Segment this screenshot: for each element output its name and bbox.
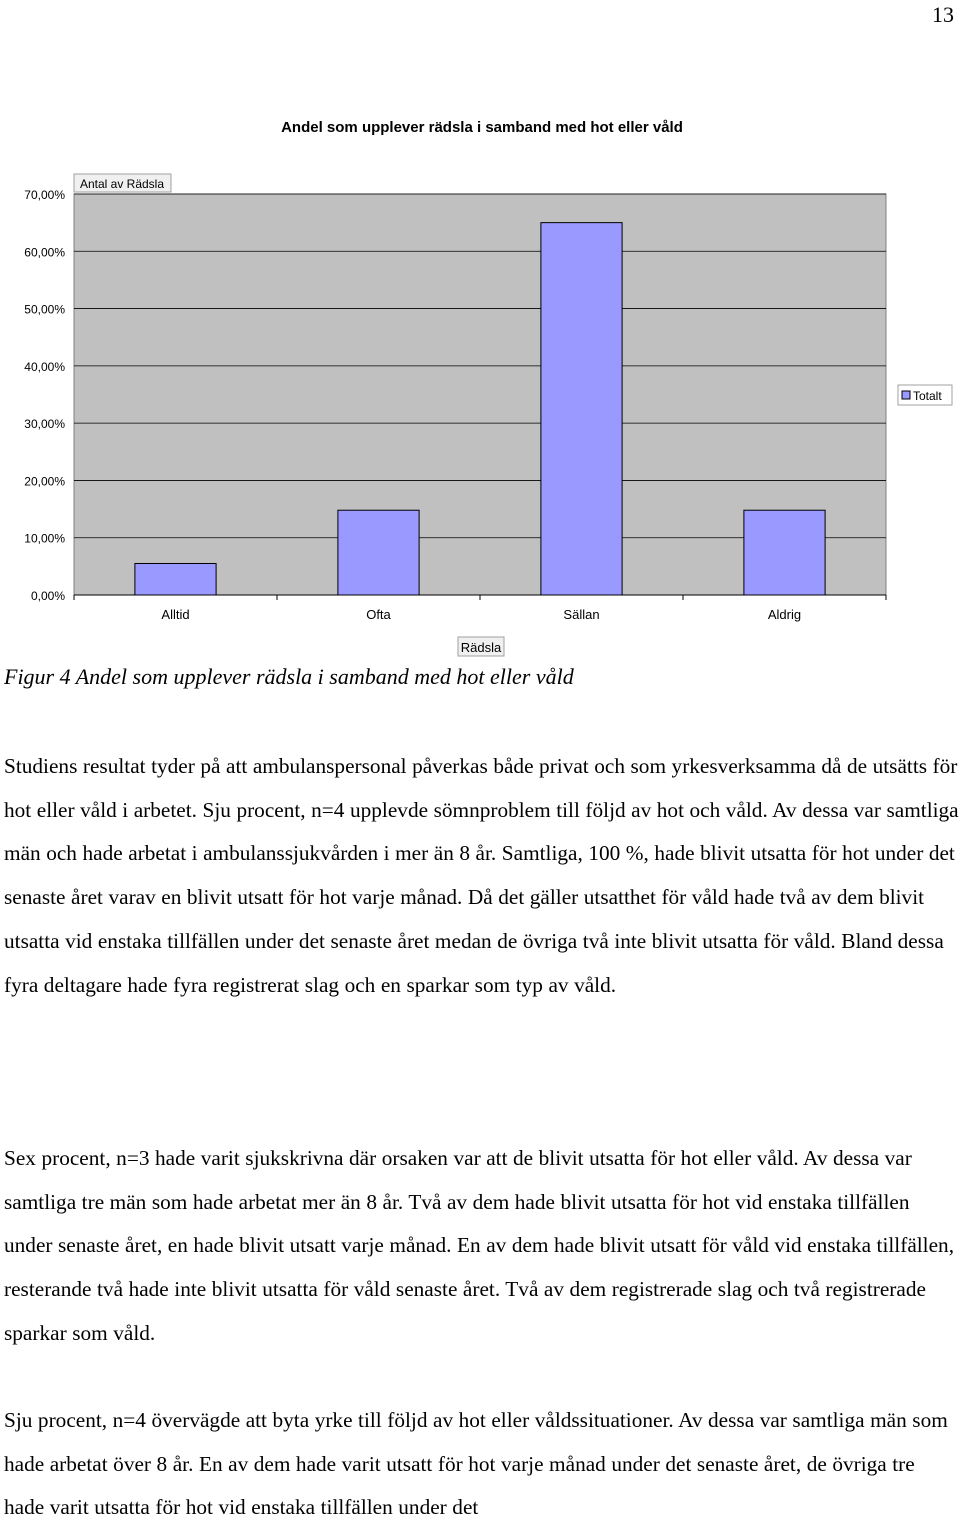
- y-tick-label: 70,00%: [24, 188, 65, 202]
- x-tick-label: Sällan: [563, 607, 600, 622]
- x-tick-label: Alltid: [161, 607, 190, 622]
- y-tick-label: 20,00%: [24, 474, 65, 489]
- y-tick-label: 40,00%: [24, 359, 65, 374]
- x-tick-label: Ofta: [366, 607, 391, 622]
- bar-aldrig: [744, 510, 825, 595]
- bar-alltid: [135, 563, 216, 595]
- x-axis-title: Rädsla: [460, 640, 502, 655]
- figure-caption: Figur 4 Andel som upplever rädsla i samband med hot eller våld: [4, 664, 574, 689]
- legend-label: Totalt: [913, 389, 942, 403]
- bar-ofta: [338, 510, 419, 595]
- bar-sällan: [541, 223, 622, 595]
- chart-svg: [0, 100, 960, 660]
- paragraph-3: Sju procent, n=4 övervägde att byta yrke till följd av hot eller våldssituationer. Av dessa var samtliga män som hade arbetat över 8 år. En av dem hade varit utsatt för hot varje månad under det senaste året, de övriga tre hade varit utsatta för hot vid enstaka tillfällen under det: [4, 1408, 948, 1520]
- y-tick-label: 50,00%: [24, 302, 65, 317]
- y-tick-label: 30,00%: [24, 417, 65, 432]
- page-number: 13: [932, 2, 954, 27]
- legend-swatch: [902, 391, 910, 399]
- chart-title: Andel som upplever rädsla i samband med hot eller våld: [281, 119, 683, 136]
- paragraph-2: Sex procent, n=3 hade varit sjukskrivna där orsaken var att de blivit utsatta för hot eller våld. Av dessa var samtliga tre män som hade arbetat mer än 8 år. Två av dem hade blivit utsatta för hot vid enstaka tillfällen under senaste året, en hade blivit utsatt varje månad. En av dem hade blivit utsatt för våld vid enstaka tillfällen, resterande två hade inte blivit utsatta för våld senaste året. Två av dem registrerade slag och två registrerade sparkar som våld.: [4, 1146, 955, 1345]
- y-tick-label: 60,00%: [24, 245, 65, 260]
- bar-chart: [0, 100, 960, 660]
- y-tick-label: 0,00%: [30, 589, 65, 603]
- x-tick-label: Aldrig: [767, 607, 802, 622]
- y-tick-label: 10,00%: [24, 531, 65, 546]
- paragraph-1: Studiens resultat tyder på att ambulanspersonal påverkas både privat och som yrkesverksamma då de utsätts för hot eller våld i arbetet. Sju procent, n=4 upplevde sömnproblem till följd av hot och våld. Av dessa var samtliga män och hade arbetat i ambulanssjukvården i mer än 8 år. Samtliga, 100 %, hade blivit utsatta för hot under det senaste året varav en blivit utsatt för hot varje månad. Då det gäller utsatthet för våld hade två av dem blivit utsatta vid enstaka tillfällen under det senaste året medan de övriga två inte blivit utsatta för våld. Bland dessa fyra deltagare hade fyra registrerat slag och en sparkar som typ av våld.: [4, 754, 959, 997]
- pivot-field-label: Antal av Rädsla: [79, 177, 165, 191]
